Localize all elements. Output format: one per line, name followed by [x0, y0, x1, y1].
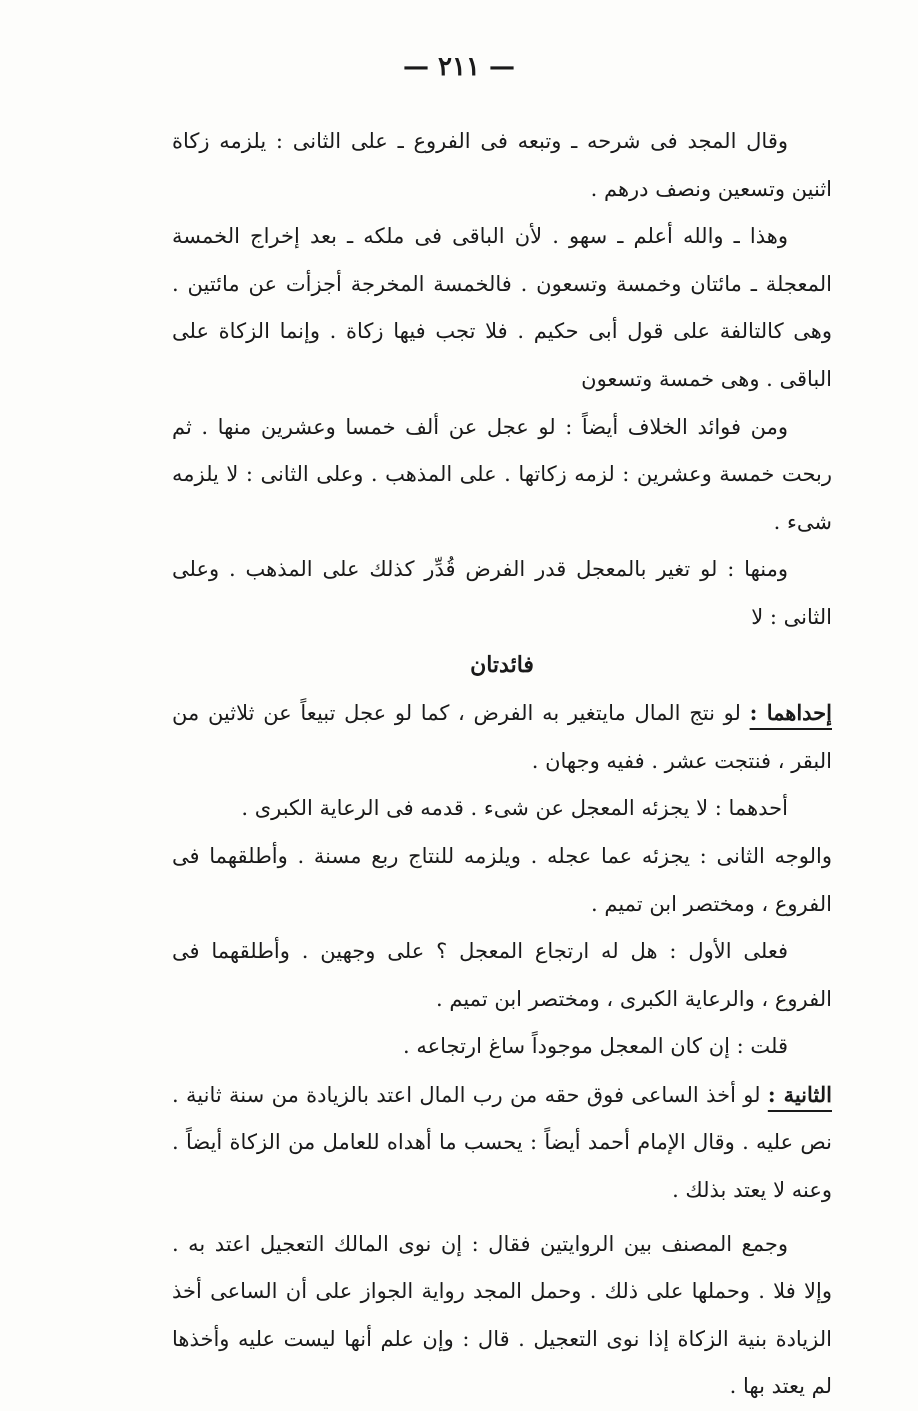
- first-benefit-text: لو نتج المال مايتغير به الفرض ، كما لو عجل تبيعاً عن ثلاثين من البقر ، فنتجت عشر . ففيه وجهان .: [172, 701, 832, 773]
- paragraph: وقال المجد فى شرحه ـ وتبعه فى الفروع ـ على الثانى : يلزمه زكاة اثنين وتسعين ونصف درهم .: [172, 129, 832, 201]
- paragraph: فعلى الأول : هل له ارتجاع المعجل ؟ على وجهين . وأطلقهما فى الفروع ، والرعاية الكبرى ، ومختصر ابن تميم .: [172, 939, 832, 1011]
- body-text-top: [172, 118, 832, 1411]
- second-benefit-lead: الثانية :: [767, 1081, 832, 1107]
- paragraph: ومنها : لو تغير بالمعجل قدر الفرض قُدِّر كذلك على المذهب . وعلى الثانى : لا: [172, 557, 832, 629]
- paragraph: قلت : إن كان المعجل موجوداً ساغ ارتجاعه .: [402, 1034, 788, 1059]
- first-benefit-paragraph: [172, 689, 832, 785]
- page-number: — ٢١١ —: [402, 52, 516, 82]
- first-benefit-lead: إحداهما :: [749, 700, 832, 726]
- second-benefit-paragraph: [172, 1071, 832, 1215]
- paragraph: أحدهما : لا يجزئه المعجل عن شىء . قدمه فى الرعاية الكبرى .: [241, 796, 788, 821]
- section-heading: فائدتان: [470, 651, 534, 678]
- paragraph: ومن فوائد الخلاف أيضاً : لو عجل عن ألف خمسا وعشرين منها . ثم ربحت خمسة وعشرين : لزمه زكاتها . على المذهب . وعلى الثانى : لا يلزمه شىء .: [172, 414, 832, 534]
- paragraph: وجمع المصنف بين الروايتين فقال : إن نوى المالك التعجيل اعتد به . وإلا فلا . وحملها على ذلك . وحمل المجد رواية الجواز على أن الساعى أخذ الزيادة بنية الزكاة إذا نوى التعجيل . قال : وإن علم أنها ليست عليه وأخذها لم يعتد بها .: [172, 1231, 832, 1399]
- second-benefit-text: لو أخذ الساعى فوق حقه من رب المال اعتد بالزيادة من سنة ثانية . نص عليه . وقال الإمام أحمد أيضاً : يحسب ما أهداه للعامل من الزكاة أيضاً . وعنه لا يعتد بذلك .: [172, 1082, 832, 1203]
- paragraph: وهذا ـ والله أعلم ـ سهو . لأن الباقى فى ملكه ـ بعد إخراج الخمسة المعجلة ـ مائتان وخمسة وتسعون . فالخمسة المخرجة أجزأت عن مائتين . وهى كالتالفة على قول أبى حكيم . فلا تجب فيها زكاة . وإنما الزكاة على الباقى . وهى خمسة وتسعون: [172, 224, 832, 391]
- paragraph: والوجه الثانى : يجزئه عما عجله . ويلزمه للنتاج ربع مسنة . وأطلقهما فى الفروع ، ومختصر ابن تميم .: [172, 843, 832, 916]
